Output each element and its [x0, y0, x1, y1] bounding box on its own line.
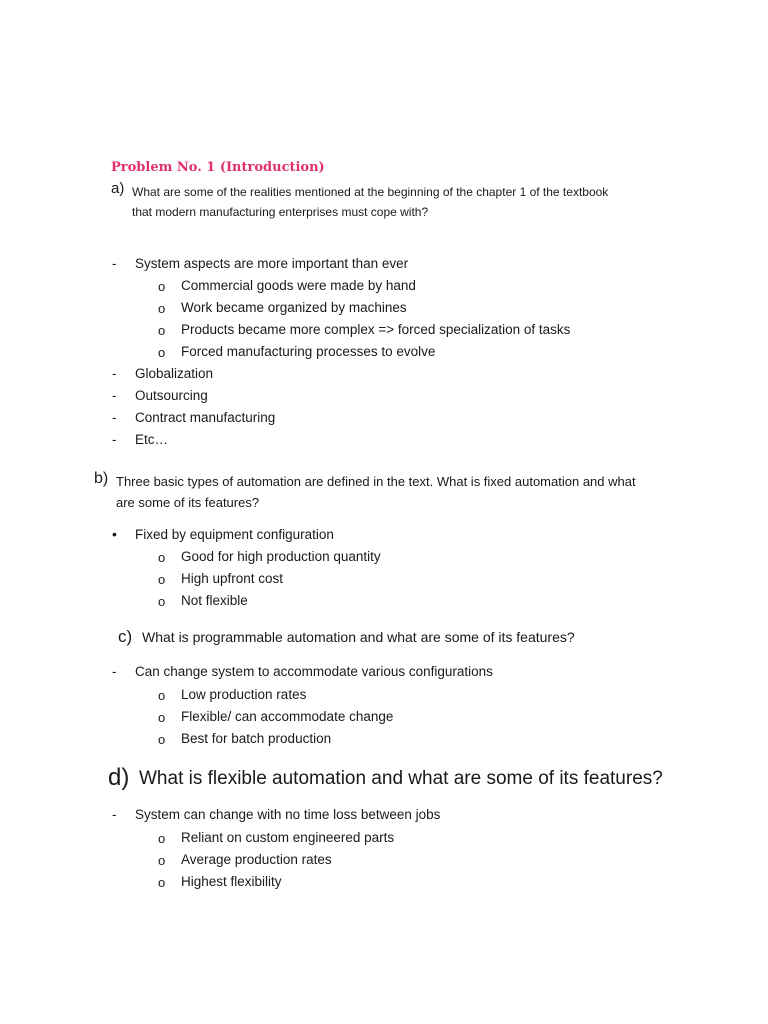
- answer-a-item: Globalization: [135, 366, 214, 381]
- circle-marker: o: [158, 732, 166, 747]
- dash-marker: -: [112, 432, 117, 447]
- circle-marker: o: [158, 323, 166, 338]
- circle-marker: o: [158, 594, 166, 609]
- answer-a-item: Outsourcing: [135, 388, 208, 403]
- answer-c-item: Can change system to accommodate various configurations: [135, 664, 493, 679]
- answer-a-subitem: Forced manufacturing processes to evolve: [181, 344, 436, 359]
- question-b-text: [116, 471, 636, 513]
- question-d-letter: d): [108, 764, 130, 791]
- answer-d-subitem: Reliant on custom engineered parts: [181, 830, 395, 845]
- answer-a-subitem: Commercial goods were made by hand: [181, 278, 416, 293]
- answer-c-subitem: Best for batch production: [181, 731, 332, 746]
- bullet-marker: •: [112, 526, 117, 542]
- circle-marker: o: [158, 345, 166, 360]
- question-a-text: [132, 182, 608, 222]
- circle-marker: o: [158, 572, 166, 587]
- answer-c-subitem: Low production rates: [181, 687, 307, 702]
- question-b-line1: Three basic types of automation are defined in the text. What is fixed automation and what: [116, 474, 636, 489]
- circle-marker: o: [158, 688, 166, 703]
- dash-marker: -: [112, 664, 117, 679]
- circle-marker: o: [158, 875, 166, 890]
- question-b-line2: are some of its features?: [116, 495, 260, 510]
- question-a-line2: that modern manufacturing enterprises must cope with?: [132, 205, 429, 219]
- circle-marker: o: [158, 550, 166, 565]
- answer-d-subitem: Highest flexibility: [181, 874, 282, 889]
- answer-a-item: Contract manufacturing: [135, 410, 276, 425]
- question-a-line1: What are some of the realities mentioned at the beginning of the chapter 1 of the textbook: [132, 185, 609, 199]
- circle-marker: o: [158, 279, 166, 294]
- question-c-letter: c): [118, 627, 133, 646]
- circle-marker: o: [158, 831, 166, 846]
- answer-c-subitem: Flexible/ can accommodate change: [181, 709, 394, 724]
- dash-marker: -: [112, 807, 117, 822]
- answer-a-subitem: Products became more complex => forced specialization of tasks: [181, 322, 571, 337]
- answer-d-item: System can change with no time loss between jobs: [135, 807, 441, 822]
- circle-marker: o: [158, 710, 166, 725]
- question-b-letter: b): [94, 470, 109, 487]
- dash-marker: -: [112, 410, 117, 425]
- answer-a-item: System aspects are more important than ever: [135, 256, 409, 271]
- dash-marker: -: [112, 388, 117, 403]
- answer-b-subitem: High upfront cost: [181, 571, 284, 586]
- circle-marker: o: [158, 853, 166, 868]
- answer-b-subitem: Good for high production quantity: [181, 549, 381, 564]
- answer-b-subitem: Not flexible: [181, 593, 248, 608]
- dash-marker: -: [112, 256, 117, 271]
- question-d-text: What is flexible automation and what are some of its features?: [139, 768, 663, 789]
- dash-marker: -: [112, 366, 117, 381]
- question-c-text: What is programmable automation and what are some of its features?: [142, 629, 575, 645]
- question-a-letter: a): [111, 180, 125, 197]
- answer-a-item: Etc…: [135, 432, 169, 447]
- problem-title: Problem No. 1 (Introduction): [111, 160, 325, 175]
- answer-b-item: Fixed by equipment configuration: [135, 527, 334, 542]
- answer-d-subitem: Average production rates: [181, 852, 332, 867]
- circle-marker: o: [158, 301, 166, 316]
- answer-a-subitem: Work became organized by machines: [181, 300, 407, 315]
